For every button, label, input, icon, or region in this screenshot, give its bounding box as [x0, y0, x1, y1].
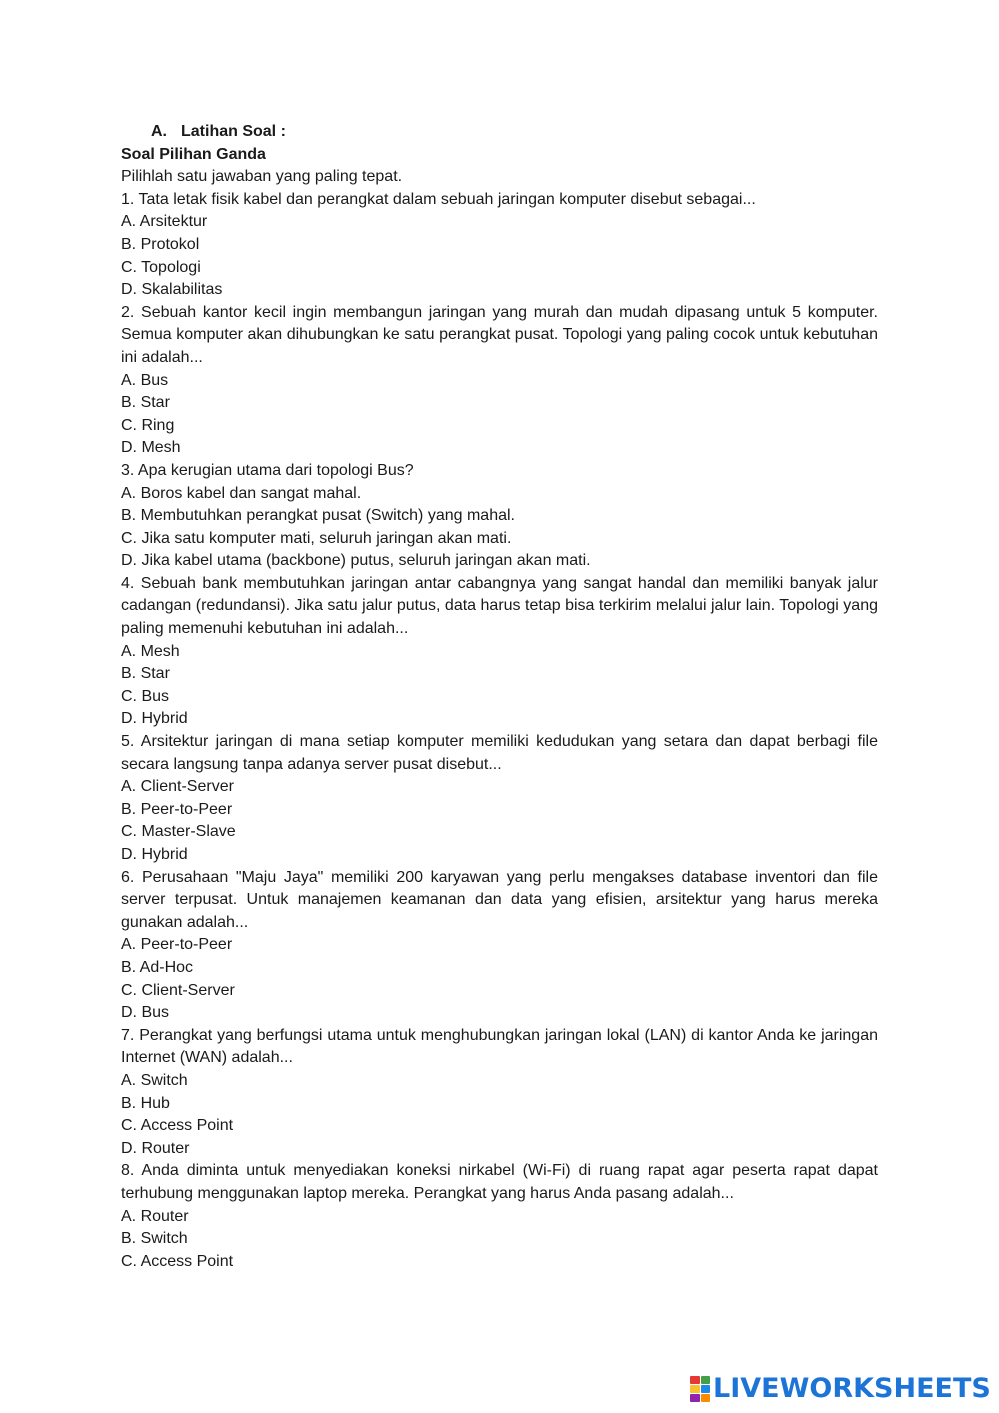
option-list: [121, 483, 878, 573]
option-b[interactable]: B. Membutuhkan perangkat pusat (Switch) yang mahal.: [121, 507, 515, 525]
question-text: 2. Sebuah kantor kecil ingin membangun jaringan yang murah dan mudah dipasang untuk 5 komputer. Semua komputer akan dihubungkan ke satu perangkat pusat. Topologi yang paling cocok untuk kebutuhan ini adalah...: [121, 303, 878, 366]
brand-name: LIVEWORKSHEETS: [713, 1373, 991, 1404]
option-b[interactable]: B. Ad-Hoc: [121, 958, 194, 976]
question-3: [121, 460, 878, 573]
option-a[interactable]: A. Router: [121, 1207, 189, 1225]
option-b[interactable]: B. Protokol: [121, 235, 200, 253]
instruction: Pilihlah satu jawaban yang paling tepat.: [121, 168, 403, 186]
section-heading: [121, 121, 878, 144]
option-list: [121, 211, 878, 301]
option-a[interactable]: A. Switch: [121, 1071, 188, 1089]
logo-tile: [690, 1394, 700, 1402]
question-8: [121, 1160, 878, 1273]
logo-tile: [701, 1385, 711, 1393]
logo-tile: [701, 1394, 711, 1402]
question-text: 4. Sebuah bank membutuhkan jaringan antar cabangnya yang sangat handal dan memiliki banyak jalur cadangan (redundansi). Jika satu jalur putus, data harus tetap bisa terkirim melalui jalur lain. Topologi yang paling memenuhi kebutuhan ini adalah...: [121, 574, 878, 638]
question-1: [121, 189, 878, 302]
option-d[interactable]: D. Bus: [121, 1004, 170, 1022]
question-5: [121, 731, 878, 867]
option-c[interactable]: C. Access Point: [121, 1117, 234, 1135]
option-c[interactable]: C. Bus: [121, 687, 170, 705]
option-b[interactable]: B. Switch: [121, 1230, 188, 1248]
option-d[interactable]: D. Jika kabel utama (backbone) putus, seluruh jaringan akan mati.: [121, 552, 591, 570]
option-b[interactable]: B. Hub: [121, 1094, 170, 1112]
option-a[interactable]: A. Bus: [121, 371, 169, 389]
question-text: 3. Apa kerugian utama dari topologi Bus?: [121, 461, 414, 479]
worksheet-page: [121, 121, 878, 1273]
option-a[interactable]: A. Boros kabel dan sangat mahal.: [121, 484, 362, 502]
option-d[interactable]: D. Skalabilitas: [121, 281, 223, 299]
question-2: [121, 302, 878, 460]
option-a[interactable]: A. Peer-to-Peer: [121, 936, 233, 954]
liveworksheets-brand: [690, 1372, 991, 1406]
option-d[interactable]: D. Hybrid: [121, 846, 188, 863]
question-6: [121, 867, 878, 1025]
question-7: [121, 1025, 878, 1161]
option-b[interactable]: B. Star: [121, 394, 170, 412]
logo-tile: [701, 1376, 711, 1384]
option-c[interactable]: C. Ring: [121, 416, 175, 434]
option-d[interactable]: D. Mesh: [121, 439, 181, 457]
question-text: 6. Perusahaan "Maju Jaya" memiliki 200 karyawan yang perlu mengakses database inventori dan file server terpusat. Untuk manajemen keamanan dan data yang efisien, arsitektur yang harus mereka gunakan adalah...: [121, 868, 878, 931]
option-list: [121, 1070, 878, 1160]
option-c[interactable]: C. Master-Slave: [121, 823, 236, 841]
option-list: [121, 934, 878, 1024]
option-d[interactable]: D. Hybrid: [121, 710, 188, 728]
option-c[interactable]: C. Topologi: [121, 258, 201, 276]
question-text: 5. Arsitektur jaringan di mana setiap komputer memiliki kedudukan yang setara dan dapat berbagi file secara langsung tanpa adanya server pusat disebut...: [121, 733, 878, 773]
section-letter: A.: [151, 123, 167, 140]
question-text: 1. Tata letak fisik kabel dan perangkat dalam sebuah jaringan komputer disebut sebagai...: [121, 190, 756, 208]
option-a[interactable]: A. Mesh: [121, 642, 180, 660]
option-c[interactable]: C. Client-Server: [121, 981, 235, 999]
subheading: Soal Pilihan Ganda: [121, 145, 266, 163]
option-a[interactable]: A. Client-Server: [121, 778, 234, 796]
option-list: [121, 1206, 878, 1274]
question-text: 8. Anda diminta untuk menyediakan koneksi nirkabel (Wi-Fi) di ruang rapat agar peserta rapat dapat terhubung menggunakan laptop mereka. Perangkat yang harus Anda pasang adalah...: [121, 1162, 878, 1202]
question-4: [121, 573, 878, 731]
question-text: 7. Perangkat yang berfungsi utama untuk menghubungkan jaringan lokal (LAN) di kantor Anda ke jaringan Internet (WAN) adalah...: [121, 1026, 878, 1067]
option-list: [121, 370, 878, 460]
section-title: Latihan Soal :: [181, 123, 286, 140]
option-list: [121, 776, 878, 866]
option-b[interactable]: B. Peer-to-Peer: [121, 800, 233, 818]
option-b[interactable]: B. Star: [121, 665, 170, 683]
logo-tile: [690, 1376, 700, 1384]
logo-tile: [690, 1385, 700, 1393]
option-list: [121, 641, 878, 731]
option-c[interactable]: C. Access Point: [121, 1252, 234, 1270]
option-a[interactable]: A. Arsitektur: [121, 213, 208, 231]
liveworksheets-logo-icon: [690, 1376, 710, 1402]
option-c[interactable]: C. Jika satu komputer mati, seluruh jaringan akan mati.: [121, 529, 512, 547]
option-d[interactable]: D. Router: [121, 1139, 190, 1157]
